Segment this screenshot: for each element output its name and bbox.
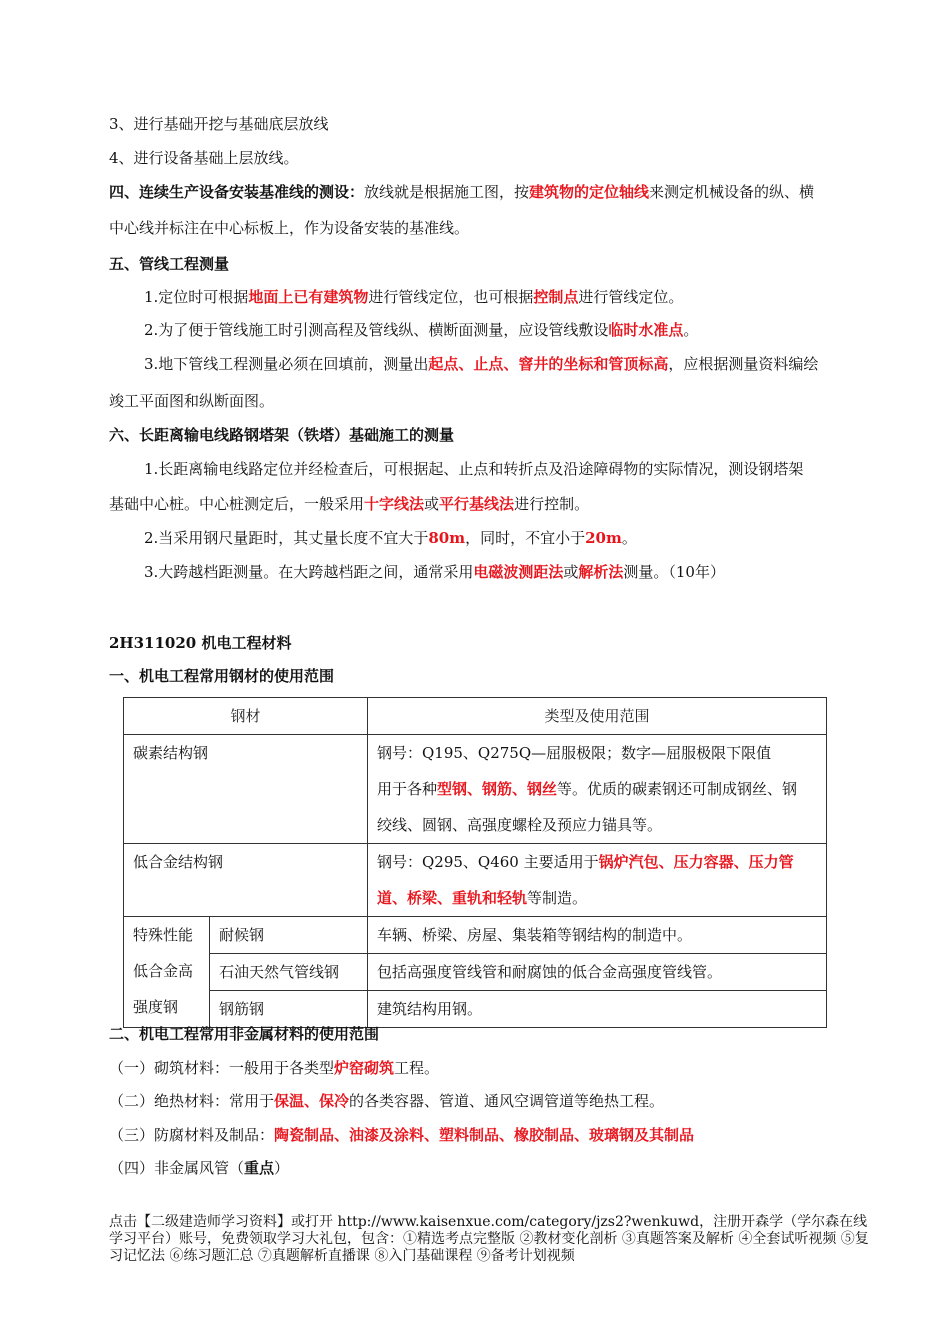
text: 来测定机械设备的纵、横 [649,183,815,201]
section-5-item-3 [144,354,818,374]
nonmetal-item-3 [109,1125,694,1145]
text: （四）非金属风管（ [109,1159,245,1177]
text-line [377,844,817,880]
highlight: 道、桥梁、重轨和轻轨 [377,889,528,907]
highlight: 解析法 [578,563,624,581]
section-6-item-2 [144,528,637,548]
text: 钢号：Q195、Q275Q—屈服极限；数字—屈服极限下限值 [377,744,772,762]
section-6-item-1: 1.长距离输电线路定位并经检查后，可根据起、止点和转折点及沿途障碍物的实际情况，测设钢塔架 [144,460,804,478]
text: ，同时，不宜小于 [465,529,586,547]
text: 低合金高 [133,962,194,980]
steel-usage: 车辆、桥梁、房屋、集装箱等钢结构的制造中。 [368,917,827,954]
text: （一）砌筑材料：一般用于各类型 [109,1059,335,1077]
highlight: 锅炉汽包、压力容器、压力管 [598,853,794,871]
table-row [124,991,827,1028]
section-4-title: 四、连续生产设备安装基准线的测设： [109,183,365,201]
highlight: 起点、止点、窨井的坐标和管顶标高 [428,355,669,373]
steel-usage [368,844,827,917]
text: 基础中心桩。中心桩测定后，一般采用 [109,495,365,513]
highlight: 平行基线法 [439,495,515,513]
header-steel: 钢材 [124,698,368,735]
table-header-row [124,698,827,735]
nonmetal-item-4 [109,1158,289,1178]
highlight: 地面上已有建筑物 [248,288,369,306]
steel-usage: 建筑结构用钢。 [368,991,827,1028]
text: 3.地下管线工程测量必须在回填前，测量出 [144,355,429,373]
text: 的各类容器、管道、通风空调管道等绝热工程。 [349,1092,665,1110]
text: 。 [683,321,699,339]
text: 工程。 [394,1059,440,1077]
highlight: 建筑物的定位轴线 [529,183,650,201]
text: 3.大跨越档距测量。在大跨越档距之间，通常采用 [144,563,474,581]
table-row [124,735,827,844]
steel-group-name [124,917,210,1028]
section-5-item-2 [144,320,698,340]
section-6-item-3 [144,562,725,582]
emphasis: 重点 [244,1159,275,1177]
highlight: 电磁波测距法 [473,563,564,581]
nonmetal-item-1 [109,1058,439,1078]
nonmetal-heading: 二、机电工程常用非金属材料的使用范围 [109,1025,380,1043]
table-row [124,954,827,991]
section-5-item-3-cont: 竣工平面图和纵断面图。 [109,392,275,410]
highlight: 控制点 [533,288,579,306]
highlight: 陶瓷制品、油漆及涂料、塑料制品、橡胶制品、玻璃钢及其制品 [274,1126,695,1144]
table-row [124,917,827,954]
text: 用于各种 [377,780,438,798]
promo-footer: 点击【二级建造师学习资料】或打开 http://www.kaisenxue.com/category/jzs2?wenkuwd，注册开森学（学尔森在线学习平台）账号，免费领取学习大礼包，包含：①精选考点完整版 ②教材变化剖析 ③真题答案及解析 ④全套试听视频 ⑤复习记忆法 ⑥练习题汇总 ⑦真题解析直播课 ⑧入门基础课程 ⑨备考计划视频 [109,1214,869,1264]
text: 2.当采用钢尺量距时，其丈量长度不宜大于 [144,529,429,547]
section-5-item-1 [144,287,683,307]
text: 钢号：Q295、Q460 主要适用于 [377,853,599,871]
text: 特殊性能 [133,926,194,944]
steel-subtype: 石油天然气管线钢 [210,954,368,991]
highlight: 20m [585,529,622,547]
text: 1.定位时可根据 [144,288,249,306]
steel-usage: 包括高强度管线管和耐腐蚀的低合金高强度管线管。 [368,954,827,991]
text: 或 [563,563,579,581]
section-5-title: 五、管线工程测量 [109,255,230,273]
header-usage: 类型及使用范围 [368,698,827,735]
highlight: 临时水准点 [608,321,684,339]
steel-usage-table [123,697,827,1028]
text: ） [274,1159,290,1177]
steel-subtype: 耐候钢 [210,917,368,954]
text: 放线就是根据施工图，按 [364,183,530,201]
steel-subtype: 钢筋钢 [210,991,368,1028]
steel-usage [368,735,827,844]
highlight: 十字线法 [364,495,425,513]
text: 进行控制。 [514,495,590,513]
text: 。 [621,529,637,547]
text: 等制造。 [527,889,588,907]
text: 绞线、圆钢、高强度螺栓及预应力锚具等。 [377,816,663,834]
text: （二）绝热材料：常用于 [109,1092,275,1110]
text: （三）防腐材料及制品： [109,1126,275,1144]
text: 强度钢 [133,998,179,1016]
text: 进行管线定位，也可根据 [368,288,534,306]
text: 测量。（10年） [623,563,725,581]
step-3-line: 3、进行基础开挖与基础底层放线 [109,115,329,133]
step-4-line: 4、进行设备基础上层放线。 [109,149,299,167]
section-4-line-2: 中心线并标注在中心标板上，作为设备安装的基准线。 [109,219,470,237]
highlight: 80m [428,529,466,547]
steel-name: 碳素结构钢 [124,735,368,844]
nonmetal-item-2 [109,1091,664,1111]
text: 进行管线定位。 [578,288,684,306]
highlight: 保温、保冷 [274,1092,350,1110]
section-6-item-1-cont [109,494,589,514]
text: 等。优质的碳素钢还可制成钢丝、钢 [557,780,798,798]
steel-name: 低合金结构钢 [124,844,368,917]
section-6-title: 六、长距离输电线路钢塔架（铁塔）基础施工的测量 [109,426,455,444]
text-line [377,880,817,916]
section-4-line-1 [109,182,814,202]
text-line [377,771,817,807]
text: 或 [424,495,440,513]
text: 2.为了便于管线施工时引测高程及管线纵、横断面测量，应设管线敷设 [144,321,609,339]
steel-heading: 一、机电工程常用钢材的使用范围 [109,667,335,685]
table-row [124,844,827,917]
materials-section-code: 2H311020 机电工程材料 [109,634,292,652]
text: ，应根据测量资料编绘 [668,355,819,373]
highlight: 型钢、钢筋、钢丝 [437,780,558,798]
highlight: 炉窑砌筑 [334,1059,395,1077]
